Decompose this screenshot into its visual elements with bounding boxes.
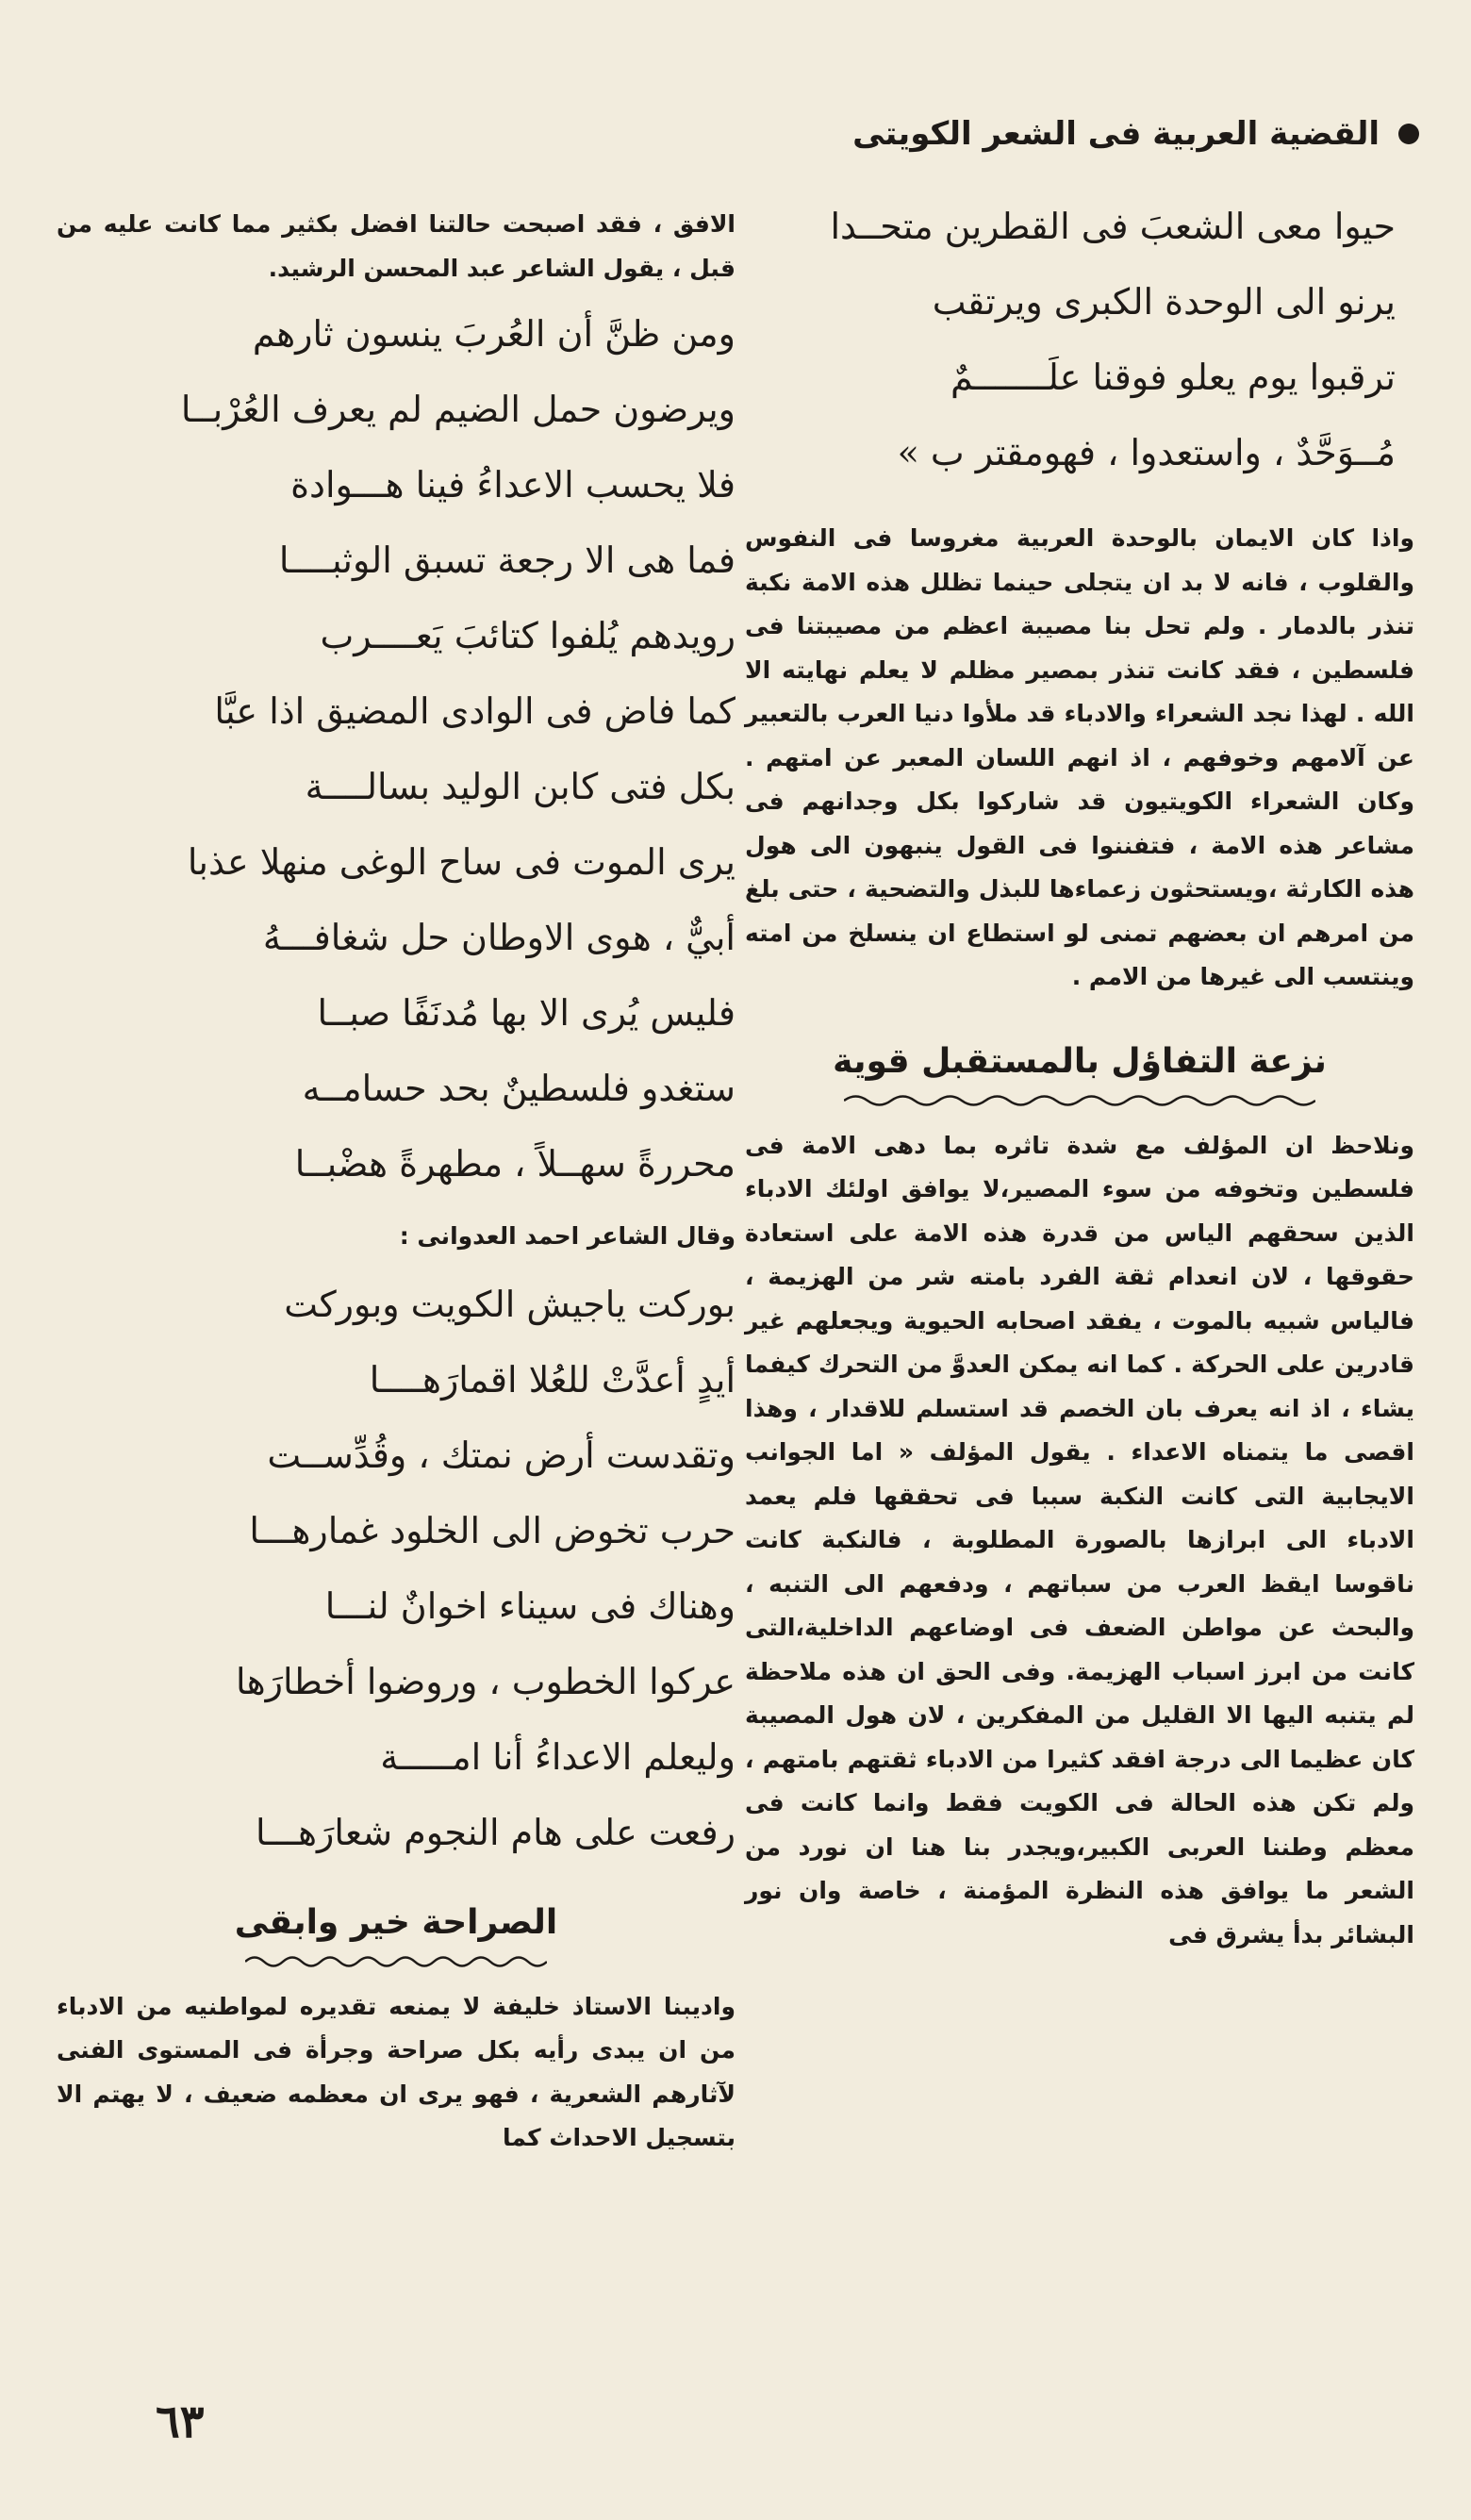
verse-line: فما هى الا رجعة تسبق الوثبــــا	[278, 539, 736, 581]
poem-alrashid	[57, 296, 736, 1202]
verse-line: مُــوَحَّدٌ ، واستعدوا ، فهومقتر ب »	[897, 432, 1396, 473]
wavy-underline-icon	[245, 1953, 547, 1970]
verse-line: ستغدو فلسطينٌ بحد حسامــه	[302, 1068, 736, 1109]
verse-line: أيدٍ أعدَّتْ للعُلا اقمارَهــــا	[369, 1358, 736, 1401]
left-column	[57, 203, 736, 2161]
verse-line: ترقبوا يوم يعلو فوقنا علَـــــــمٌ	[950, 356, 1396, 398]
verse-line: بوركت ياجيش الكويت وبوركت	[284, 1283, 736, 1325]
poet-intro: وقال الشاعر احمد العدوانى :	[399, 1222, 736, 1250]
verse-line: أبيٌّ ، هوى الاوطان حل شغافـــهُ	[262, 917, 736, 958]
section-heading	[57, 1895, 736, 1970]
section-title: نزعة التفاؤل بالمستقبل قوية	[833, 1041, 1327, 1081]
verse-line: بكل فتى كابن الوليد بسالــــة	[305, 766, 736, 807]
verse-line: رفعت على هام النجوم شعارَهـــا	[256, 1811, 736, 1853]
poem-unity	[745, 189, 1414, 490]
header-title: القضية العربية فى الشعر الكويتى	[852, 115, 1380, 153]
verse-line: يرنو الى الوحدة الكبرى ويرتقب	[932, 281, 1396, 323]
section-title: الصراحة خير وابقى	[234, 1902, 558, 1942]
running-header	[853, 106, 1419, 162]
verse-line: فلا يحسب الاعداءُ فينا هـــوادة	[290, 464, 736, 506]
verse-line: فليس يُرى الا بها مُدنَفًا صبــا	[317, 992, 736, 1034]
verse-line: وليعلم الاعداءُ أنا امـــــة	[380, 1735, 736, 1778]
poem-aladwani	[57, 1267, 736, 1870]
verse-line: وهناك فى سيناء اخوانٌ لنـــا	[324, 1584, 736, 1627]
paragraph: واديبنا الاستاذ خليفة لا يمنعه تقديره لمواطنيه من الادباء من ان يبدى رأيه بكل صراحة وجرأة فى المستوى الفنى لآثارهم الشعرية ، فهو يرى ان معظمه ضعيف ، لا يهتم الا بتسجيل الاحداث كما	[57, 1992, 736, 2151]
right-column	[745, 189, 1414, 1957]
verse-line: حيوا معى الشعبَ فى القطرين متحــدا	[830, 206, 1396, 247]
verse-line: حرب تخوض الى الخلود غمارهـــا	[249, 1509, 736, 1551]
bullet-icon	[1398, 124, 1419, 144]
verse-line: كما فاض فى الوادى المضيق اذا عبَّا	[214, 690, 736, 732]
paragraph: واذا كان الايمان بالوحدة العربية مغروسا فى النفوس والقلوب ، فانه لا بد ان يتجلى حينما تظلل هذه الامة نكبة تنذر بالدمار . ولم تحل بنا مصيبة اعظم من مصيبتنا فى فلسطين ، فقد كانت تنذر بمصير مظلم لا يعلم نهايته الا الله . لهذا نجد الشعراء والادباء قد ملأوا دنيا العرب بالتعبير عن آلامهم وخوفهم ، اذ انهم اللسان المعبر عن امتهم . وكان الشعراء الكويتيون قد شاركوا بكل وجدانهم فى مشاعر هذه الامة ، فتفننوا فى القول ينبهون الى هول هذه الكارثة ،ويستحثون زعماءها للبذل والتضحية ، حتى بلغ من امرهم ان بعضهم تمنى لو استطاع ان ينسلخ من امته وينتسب الى غيرها من الامم .	[745, 524, 1414, 990]
paragraph: ونلاحظ ان المؤلف مع شدة تاثره بما دهى الامة فى فلسطين وتخوفه من سوء المصير،لا يوافق اولئك الادباء الذين سحقهم الياس من قدرة هذه الامة على استعادة حقوقها ، لان انعدام ثقة الفرد بامته شر من الهزيمة ، فالياس شبيه بالموت ، يفقد اصحابه الحيوية ويجعلهم غير قادرين على الحركة . كما انه يمكن العدوَّ من التحرك كيفما يشاء ، اذ انه يعرف بان الخصم قد استسلم للاقدار ، وهذا اقصى ما يتمناه الاعداء . يقول المؤلف « اما الجوانب الايجابية التى كانت النكبة سببا فى تحققها فلم يعمد الادباء الى ابرازها بالصورة المطلوبة ، فالنكبة كانت ناقوسا ايقظ العرب من سباتهم ، ودفعهم الى التنبه ، والبحث عن مواطن الضعف فى اوضاعهم الداخلية،التى كانت من ابرز اسباب الهزيمة. وفى الحق ان هذه ملاحظة لم يتنبه اليها الا القليل من المفكرين ، لان هول المصيبة كان عظيما الى درجة افقد كثيرا من الادباء ثقتهم بامتهم ، ولم تكن هذه الحالة فى الكويت فقط وانما كانت فى معظم وطننا العربى الكبير،ويجدر بنا هنا ان نورد من الشعر ما يوافق هذه النظرة المؤمنة ، خاصة وان نور البشائر بدأ يشرق فى	[745, 1131, 1414, 1948]
wavy-underline-icon	[844, 1092, 1315, 1109]
paragraph: الافق ، فقد اصبحت حالتنا افضل بكثير مما كانت عليه من قبل ، يقول الشاعر عبد المحسن الرشيد.	[57, 210, 736, 282]
verse-line: ويرضون حمل الضيم لم يعرف العُرْبــا	[180, 389, 736, 430]
page-number: ٦٣	[156, 2396, 205, 2448]
verse-line: ومن ظنَّ أن العُربَ ينسون ثارهم	[252, 313, 736, 355]
section-heading	[745, 1034, 1414, 1109]
verse-line: وتقدست أرض نمتك ، وقُدِّســت	[267, 1434, 736, 1476]
verse-line: رويدهم يُلفوا كتائبَ يَعــــرب	[320, 615, 736, 656]
verse-line: يرى الموت فى ساح الوغى منهلا عذبا	[187, 841, 736, 883]
verse-line: محررةً سهــلاً ، مطهرةً هضْبــا	[294, 1143, 736, 1185]
verse-line: عركوا الخطوب ، وروضوا أخطارَها	[235, 1660, 736, 1702]
